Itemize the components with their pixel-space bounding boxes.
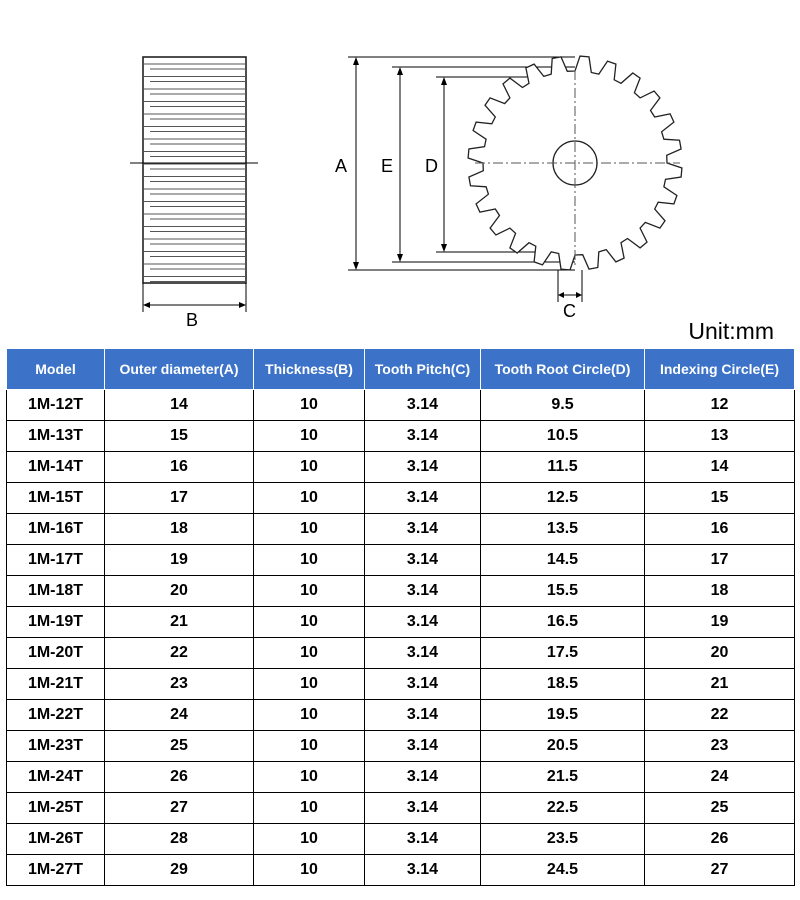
cell-outer-diameter: 25	[105, 731, 254, 762]
cell-model: 1M-12T	[7, 390, 105, 421]
label-d: D	[425, 156, 438, 176]
cell-outer-diameter: 23	[105, 669, 254, 700]
cell-tooth-pitch: 3.14	[365, 762, 481, 793]
table-row	[7, 514, 795, 545]
cell-tooth-root-circle: 16.5	[481, 607, 645, 638]
cell-thickness: 10	[254, 545, 365, 576]
cell-tooth-pitch: 3.14	[365, 483, 481, 514]
cell-tooth-pitch: 3.14	[365, 855, 481, 886]
cell-outer-diameter: 14	[105, 390, 254, 421]
cell-indexing-circle: 16	[645, 514, 795, 545]
cell-tooth-root-circle: 11.5	[481, 452, 645, 483]
label-e: E	[381, 156, 394, 176]
cell-model: 1M-27T	[7, 855, 105, 886]
cell-thickness: 10	[254, 514, 365, 545]
table-row	[7, 731, 795, 762]
table-row	[7, 576, 795, 607]
table-row	[7, 545, 795, 576]
label-b: B	[186, 310, 199, 330]
cell-thickness: 10	[254, 855, 365, 886]
cell-thickness: 10	[254, 762, 365, 793]
cell-model: 1M-25T	[7, 793, 105, 824]
cell-model: 1M-14T	[7, 452, 105, 483]
unit-label: Unit:mm	[688, 318, 774, 344]
table-header-row	[7, 349, 795, 390]
cell-tooth-pitch: 3.14	[365, 576, 481, 607]
cell-tooth-pitch: 3.14	[365, 638, 481, 669]
cell-indexing-circle: 12	[645, 390, 795, 421]
cell-tooth-root-circle: 18.5	[481, 669, 645, 700]
cell-tooth-root-circle: 14.5	[481, 545, 645, 576]
cell-tooth-root-circle: 17.5	[481, 638, 645, 669]
cell-tooth-pitch: 3.14	[365, 514, 481, 545]
cell-tooth-pitch: 3.14	[365, 390, 481, 421]
cell-tooth-root-circle: 19.5	[481, 700, 645, 731]
cell-tooth-root-circle: 23.5	[481, 824, 645, 855]
cell-indexing-circle: 14	[645, 452, 795, 483]
table-row	[7, 421, 795, 452]
header-tooth-root-circle: Tooth Root Circle(D)	[481, 349, 645, 390]
label-c: C	[563, 301, 576, 321]
cell-tooth-pitch: 3.14	[365, 452, 481, 483]
cell-model: 1M-13T	[7, 421, 105, 452]
table-row	[7, 638, 795, 669]
cell-thickness: 10	[254, 452, 365, 483]
cell-indexing-circle: 15	[645, 483, 795, 514]
table-row	[7, 452, 795, 483]
cell-indexing-circle: 21	[645, 669, 795, 700]
table-row	[7, 855, 795, 886]
gear-front-view	[468, 56, 682, 321]
cell-thickness: 10	[254, 390, 365, 421]
cell-model: 1M-26T	[7, 824, 105, 855]
cell-indexing-circle: 17	[645, 545, 795, 576]
cell-tooth-root-circle: 21.5	[481, 762, 645, 793]
cell-thickness: 10	[254, 483, 365, 514]
table-row	[7, 390, 795, 421]
cell-indexing-circle: 24	[645, 762, 795, 793]
cell-tooth-pitch: 3.14	[365, 824, 481, 855]
table-row	[7, 669, 795, 700]
cell-tooth-root-circle: 13.5	[481, 514, 645, 545]
cell-tooth-root-circle: 24.5	[481, 855, 645, 886]
header-outer-diameter: Outer diameter(A)	[105, 349, 254, 390]
spec-table	[6, 348, 795, 886]
cell-indexing-circle: 23	[645, 731, 795, 762]
table-row	[7, 607, 795, 638]
cell-model: 1M-18T	[7, 576, 105, 607]
table-row	[7, 762, 795, 793]
cell-thickness: 10	[254, 576, 365, 607]
cell-tooth-pitch: 3.14	[365, 793, 481, 824]
cell-indexing-circle: 25	[645, 793, 795, 824]
header-thickness: Thickness(B)	[254, 349, 365, 390]
table-row	[7, 793, 795, 824]
table-row	[7, 700, 795, 731]
cell-tooth-pitch: 3.14	[365, 545, 481, 576]
cell-thickness: 10	[254, 700, 365, 731]
cell-indexing-circle: 22	[645, 700, 795, 731]
cell-outer-diameter: 21	[105, 607, 254, 638]
cell-thickness: 10	[254, 607, 365, 638]
cell-tooth-root-circle: 9.5	[481, 390, 645, 421]
cell-outer-diameter: 29	[105, 855, 254, 886]
cell-model: 1M-20T	[7, 638, 105, 669]
cell-tooth-root-circle: 15.5	[481, 576, 645, 607]
cell-tooth-root-circle: 12.5	[481, 483, 645, 514]
cell-tooth-root-circle: 10.5	[481, 421, 645, 452]
cell-tooth-pitch: 3.14	[365, 607, 481, 638]
gear-side-view	[130, 57, 258, 330]
cell-outer-diameter: 19	[105, 545, 254, 576]
cell-outer-diameter: 15	[105, 421, 254, 452]
cell-outer-diameter: 20	[105, 576, 254, 607]
cell-outer-diameter: 17	[105, 483, 254, 514]
cell-model: 1M-15T	[7, 483, 105, 514]
cell-tooth-root-circle: 20.5	[481, 731, 645, 762]
cell-indexing-circle: 18	[645, 576, 795, 607]
cell-model: 1M-19T	[7, 607, 105, 638]
cell-model: 1M-22T	[7, 700, 105, 731]
cell-indexing-circle: 27	[645, 855, 795, 886]
cell-thickness: 10	[254, 669, 365, 700]
cell-indexing-circle: 26	[645, 824, 795, 855]
table-row	[7, 483, 795, 514]
cell-tooth-root-circle: 22.5	[481, 793, 645, 824]
gear-technical-drawing	[0, 0, 800, 340]
cell-thickness: 10	[254, 793, 365, 824]
cell-outer-diameter: 26	[105, 762, 254, 793]
cell-outer-diameter: 24	[105, 700, 254, 731]
cell-indexing-circle: 20	[645, 638, 795, 669]
cell-indexing-circle: 13	[645, 421, 795, 452]
cell-tooth-pitch: 3.14	[365, 700, 481, 731]
cell-tooth-pitch: 3.14	[365, 731, 481, 762]
cell-thickness: 10	[254, 824, 365, 855]
cell-model: 1M-17T	[7, 545, 105, 576]
cell-outer-diameter: 18	[105, 514, 254, 545]
header-model: Model	[7, 349, 105, 390]
cell-model: 1M-23T	[7, 731, 105, 762]
cell-thickness: 10	[254, 638, 365, 669]
cell-tooth-pitch: 3.14	[365, 421, 481, 452]
cell-outer-diameter: 22	[105, 638, 254, 669]
cell-model: 1M-21T	[7, 669, 105, 700]
header-tooth-pitch: Tooth Pitch(C)	[365, 349, 481, 390]
label-a: A	[335, 156, 348, 176]
cell-outer-diameter: 27	[105, 793, 254, 824]
cell-outer-diameter: 28	[105, 824, 254, 855]
cell-model: 1M-16T	[7, 514, 105, 545]
cell-thickness: 10	[254, 731, 365, 762]
table-row	[7, 824, 795, 855]
table-body	[7, 390, 795, 886]
header-indexing-circle: Indexing Circle(E)	[645, 349, 795, 390]
cell-model: 1M-24T	[7, 762, 105, 793]
cell-indexing-circle: 19	[645, 607, 795, 638]
cell-thickness: 10	[254, 421, 365, 452]
cell-tooth-pitch: 3.14	[365, 669, 481, 700]
cell-outer-diameter: 16	[105, 452, 254, 483]
